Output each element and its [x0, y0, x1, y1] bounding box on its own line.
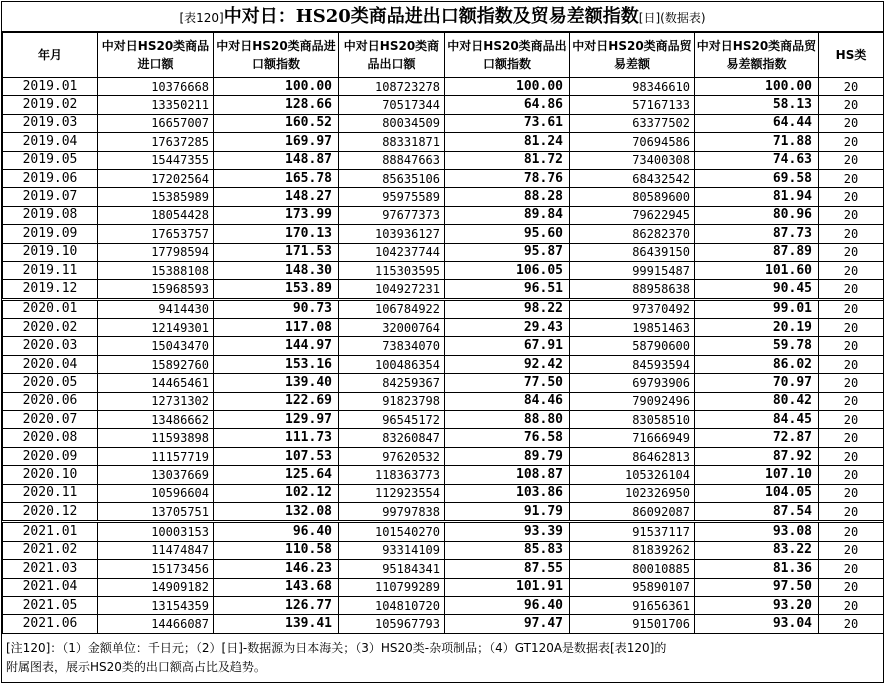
cell-balance-index: 104.05 [695, 484, 819, 502]
cell-month: 2020.07 [3, 411, 98, 429]
cell-import: 15892760 [98, 355, 214, 373]
cell-hs: 20 [819, 429, 884, 447]
cell-month: 2019.12 [3, 280, 98, 299]
cell-balance-index: 58.13 [695, 96, 819, 114]
cell-export-index: 81.24 [445, 133, 570, 151]
cell-month: 2019.02 [3, 96, 98, 114]
cell-export: 95184341 [339, 560, 445, 578]
cell-export: 80034509 [339, 114, 445, 132]
cell-import: 11593898 [98, 429, 214, 447]
cell-hs: 20 [819, 243, 884, 261]
cell-import-index: 153.89 [214, 280, 339, 299]
cell-export-index: 96.51 [445, 280, 570, 299]
cell-import: 12149301 [98, 319, 214, 337]
cell-import: 18054428 [98, 206, 214, 224]
cell-export-index: 67.91 [445, 337, 570, 355]
cell-month: 2020.09 [3, 447, 98, 465]
index-table [2, 32, 884, 634]
cell-import: 16657007 [98, 114, 214, 132]
cell-hs: 20 [819, 133, 884, 151]
cell-export-index: 89.79 [445, 447, 570, 465]
cell-hs: 20 [819, 411, 884, 429]
cell-balance: 86462813 [570, 447, 695, 465]
cell-balance: 63377502 [570, 114, 695, 132]
cell-balance-index: 64.44 [695, 114, 819, 132]
note-line-1: [注120]：（1）金额单位：千日元；（2）[日]-数据源为日本海关；（3）HS20类-杂项制品；（4）GT120A是数据表[表120]的 [6, 641, 667, 655]
cell-import: 13350211 [98, 96, 214, 114]
cell-balance-index: 93.20 [695, 596, 819, 614]
cell-import-index: 139.40 [214, 374, 339, 392]
cell-import: 15447355 [98, 151, 214, 169]
cell-export-index: 98.22 [445, 299, 570, 318]
cell-balance: 19851463 [570, 319, 695, 337]
cell-hs: 20 [819, 522, 884, 541]
cell-export-index: 88.28 [445, 188, 570, 206]
cell-export: 84259367 [339, 374, 445, 392]
cell-export-index: 88.80 [445, 411, 570, 429]
table-row [3, 392, 884, 410]
cell-balance-index: 107.10 [695, 466, 819, 484]
cell-export-index: 103.86 [445, 484, 570, 502]
cell-import: 15043470 [98, 337, 214, 355]
cell-export-index: 29.43 [445, 319, 570, 337]
cell-export: 118363773 [339, 466, 445, 484]
cell-hs: 20 [819, 355, 884, 373]
cell-hs: 20 [819, 578, 884, 596]
cell-month: 2019.11 [3, 261, 98, 279]
cell-export: 83260847 [339, 429, 445, 447]
cell-balance-index: 87.89 [695, 243, 819, 261]
table-row [3, 114, 884, 132]
cell-balance: 83058510 [570, 411, 695, 429]
cell-import: 15968593 [98, 280, 214, 299]
cell-export-index: 91.79 [445, 502, 570, 521]
cell-import-index: 170.13 [214, 225, 339, 243]
cell-export-index: 84.46 [445, 392, 570, 410]
cell-import-index: 144.97 [214, 337, 339, 355]
cell-balance-index: 81.94 [695, 188, 819, 206]
cell-balance: 57167133 [570, 96, 695, 114]
col-header-import-index: 中对日HS20类商品进口额指数 [214, 33, 339, 78]
cell-balance-index: 101.60 [695, 261, 819, 279]
cell-month: 2019.10 [3, 243, 98, 261]
table-row [3, 299, 884, 318]
table-row [3, 206, 884, 224]
table-row [3, 578, 884, 596]
cell-import-index: 128.66 [214, 96, 339, 114]
cell-balance-index: 99.01 [695, 299, 819, 318]
cell-import-index: 126.77 [214, 596, 339, 614]
cell-import-index: 117.08 [214, 319, 339, 337]
cell-balance: 86439150 [570, 243, 695, 261]
cell-month: 2019.08 [3, 206, 98, 224]
col-header-export-index: 中对日HS20类商品出口额指数 [445, 33, 570, 78]
cell-import: 13154359 [98, 596, 214, 614]
cell-import: 17202564 [98, 169, 214, 187]
col-header-balance: 中对日HS20类商品贸易差额 [570, 33, 695, 78]
cell-balance: 73400308 [570, 151, 695, 169]
cell-balance: 81839262 [570, 541, 695, 559]
table-row [3, 243, 884, 261]
cell-hs: 20 [819, 596, 884, 614]
cell-balance: 79622945 [570, 206, 695, 224]
cell-balance: 91656361 [570, 596, 695, 614]
cell-balance-index: 86.02 [695, 355, 819, 373]
cell-export-index: 92.42 [445, 355, 570, 373]
cell-month: 2019.04 [3, 133, 98, 151]
cell-month: 2020.06 [3, 392, 98, 410]
cell-export: 91823798 [339, 392, 445, 410]
table-row [3, 502, 884, 521]
cell-export-index: 93.39 [445, 522, 570, 541]
cell-export: 97620532 [339, 447, 445, 465]
table-row [3, 261, 884, 279]
cell-import: 10003153 [98, 522, 214, 541]
cell-month: 2021.05 [3, 596, 98, 614]
table-row [3, 429, 884, 447]
cell-balance-index: 83.22 [695, 541, 819, 559]
cell-export: 105967793 [339, 615, 445, 633]
cell-import-index: 90.73 [214, 299, 339, 318]
cell-import: 17798594 [98, 243, 214, 261]
cell-balance-index: 87.92 [695, 447, 819, 465]
cell-hs: 20 [819, 188, 884, 206]
cell-balance-index: 100.00 [695, 78, 819, 96]
cell-month: 2020.02 [3, 319, 98, 337]
cell-import: 10596604 [98, 484, 214, 502]
table-row [3, 188, 884, 206]
cell-hs: 20 [819, 615, 884, 633]
cell-import: 15388108 [98, 261, 214, 279]
cell-export: 96545172 [339, 411, 445, 429]
cell-month: 2019.09 [3, 225, 98, 243]
cell-import: 13037669 [98, 466, 214, 484]
cell-hs: 20 [819, 280, 884, 299]
cell-balance: 88958638 [570, 280, 695, 299]
table-row [3, 337, 884, 355]
cell-export-index: 97.47 [445, 615, 570, 633]
cell-balance: 68432542 [570, 169, 695, 187]
cell-balance-index: 80.42 [695, 392, 819, 410]
cell-import: 17637285 [98, 133, 214, 151]
cell-balance: 91537117 [570, 522, 695, 541]
cell-import-index: 107.53 [214, 447, 339, 465]
cell-import-index: 110.58 [214, 541, 339, 559]
col-header-balance-index: 中对日HS20类商品贸易差额指数 [695, 33, 819, 78]
cell-hs: 20 [819, 169, 884, 187]
cell-month: 2019.06 [3, 169, 98, 187]
cell-export-index: 78.76 [445, 169, 570, 187]
cell-balance: 86282370 [570, 225, 695, 243]
cell-hs: 20 [819, 337, 884, 355]
cell-balance: 84593594 [570, 355, 695, 373]
table-row [3, 169, 884, 187]
table-title-main: 中对日：HS20类商品进出口额指数及贸易差额指数 [223, 6, 639, 27]
cell-import-index: 171.53 [214, 243, 339, 261]
cell-balance: 98346610 [570, 78, 695, 96]
cell-hs: 20 [819, 392, 884, 410]
cell-export: 104927231 [339, 280, 445, 299]
col-header-hs: HS类 [819, 33, 884, 78]
cell-hs: 20 [819, 96, 884, 114]
cell-balance: 102326950 [570, 484, 695, 502]
cell-export: 112923554 [339, 484, 445, 502]
cell-export: 85635106 [339, 169, 445, 187]
cell-export: 115303595 [339, 261, 445, 279]
cell-balance: 70694586 [570, 133, 695, 151]
cell-balance-index: 72.87 [695, 429, 819, 447]
cell-month: 2021.02 [3, 541, 98, 559]
cell-export-index: 95.87 [445, 243, 570, 261]
cell-month: 2021.04 [3, 578, 98, 596]
cell-hs: 20 [819, 319, 884, 337]
cell-balance-index: 20.19 [695, 319, 819, 337]
cell-export-index: 81.72 [445, 151, 570, 169]
data-table-frame [1, 1, 884, 683]
cell-month: 2021.01 [3, 522, 98, 541]
cell-export-index: 77.50 [445, 374, 570, 392]
cell-export: 95975589 [339, 188, 445, 206]
table-row [3, 615, 884, 633]
cell-import-index: 153.16 [214, 355, 339, 373]
cell-month: 2019.05 [3, 151, 98, 169]
cell-import-index: 139.41 [214, 615, 339, 633]
cell-import-index: 96.40 [214, 522, 339, 541]
cell-export-index: 100.00 [445, 78, 570, 96]
cell-balance: 71666949 [570, 429, 695, 447]
cell-balance-index: 93.08 [695, 522, 819, 541]
cell-balance: 80010885 [570, 560, 695, 578]
cell-export-index: 76.58 [445, 429, 570, 447]
cell-import-index: 160.52 [214, 114, 339, 132]
cell-export: 88331871 [339, 133, 445, 151]
cell-hs: 20 [819, 484, 884, 502]
cell-month: 2021.06 [3, 615, 98, 633]
cell-export: 104810720 [339, 596, 445, 614]
cell-export: 104237744 [339, 243, 445, 261]
cell-import: 14465461 [98, 374, 214, 392]
table-row [3, 596, 884, 614]
cell-export-index: 89.84 [445, 206, 570, 224]
cell-import-index: 148.30 [214, 261, 339, 279]
table-row [3, 151, 884, 169]
cell-balance: 79092496 [570, 392, 695, 410]
cell-import: 14909182 [98, 578, 214, 596]
cell-export: 103936127 [339, 225, 445, 243]
cell-balance-index: 59.78 [695, 337, 819, 355]
cell-export: 110799289 [339, 578, 445, 596]
table-row [3, 319, 884, 337]
cell-month: 2020.01 [3, 299, 98, 318]
cell-export: 97677373 [339, 206, 445, 224]
data-source-tag: [日] [638, 11, 661, 25]
cell-export: 108723278 [339, 78, 445, 96]
table-row [3, 466, 884, 484]
cell-hs: 20 [819, 560, 884, 578]
table-number: [表120] [179, 11, 224, 25]
cell-balance-index: 87.54 [695, 502, 819, 521]
cell-import: 13486662 [98, 411, 214, 429]
cell-export: 101540270 [339, 522, 445, 541]
cell-balance: 95890107 [570, 578, 695, 596]
cell-import: 17653757 [98, 225, 214, 243]
cell-month: 2019.03 [3, 114, 98, 132]
cell-export: 99797838 [339, 502, 445, 521]
cell-hs: 20 [819, 261, 884, 279]
table-row [3, 280, 884, 299]
cell-balance: 99915487 [570, 261, 695, 279]
cell-hs: 20 [819, 502, 884, 521]
cell-import-index: 111.73 [214, 429, 339, 447]
cell-month: 2020.03 [3, 337, 98, 355]
table-row [3, 411, 884, 429]
cell-balance: 69793906 [570, 374, 695, 392]
cell-import-index: 129.97 [214, 411, 339, 429]
cell-hs: 20 [819, 206, 884, 224]
cell-export-index: 85.83 [445, 541, 570, 559]
cell-export-index: 108.87 [445, 466, 570, 484]
cell-balance: 80589600 [570, 188, 695, 206]
cell-month: 2020.05 [3, 374, 98, 392]
cell-export-index: 73.61 [445, 114, 570, 132]
col-header-import: 中对日HS20类商品进口额 [98, 33, 214, 78]
cell-balance-index: 69.58 [695, 169, 819, 187]
cell-balance-index: 84.45 [695, 411, 819, 429]
table-note [6, 639, 881, 677]
col-header-month: 年月 [3, 33, 98, 78]
cell-import-index: 125.64 [214, 466, 339, 484]
cell-import-index: 165.78 [214, 169, 339, 187]
cell-import-index: 173.99 [214, 206, 339, 224]
cell-import-index: 143.68 [214, 578, 339, 596]
table-title [2, 2, 883, 32]
table-row [3, 447, 884, 465]
table-kind: (数据表) [660, 11, 706, 25]
table-body [3, 78, 884, 634]
cell-import: 10376668 [98, 78, 214, 96]
cell-import-index: 169.97 [214, 133, 339, 151]
cell-export-index: 96.40 [445, 596, 570, 614]
table-row [3, 78, 884, 96]
cell-import: 12731302 [98, 392, 214, 410]
cell-month: 2020.12 [3, 502, 98, 521]
cell-import-index: 148.27 [214, 188, 339, 206]
cell-import: 9414430 [98, 299, 214, 318]
cell-export-index: 95.60 [445, 225, 570, 243]
cell-hs: 20 [819, 151, 884, 169]
cell-hs: 20 [819, 374, 884, 392]
table-row [3, 484, 884, 502]
cell-import-index: 132.08 [214, 502, 339, 521]
cell-import: 14466087 [98, 615, 214, 633]
cell-import-index: 102.12 [214, 484, 339, 502]
cell-export-index: 101.91 [445, 578, 570, 596]
table-row [3, 225, 884, 243]
cell-hs: 20 [819, 225, 884, 243]
cell-month: 2020.10 [3, 466, 98, 484]
cell-import-index: 122.69 [214, 392, 339, 410]
cell-import-index: 146.23 [214, 560, 339, 578]
table-row [3, 355, 884, 373]
cell-balance: 86092087 [570, 502, 695, 521]
cell-hs: 20 [819, 114, 884, 132]
cell-hs: 20 [819, 466, 884, 484]
cell-balance: 58790600 [570, 337, 695, 355]
cell-month: 2020.08 [3, 429, 98, 447]
cell-export-index: 64.86 [445, 96, 570, 114]
cell-balance-index: 93.04 [695, 615, 819, 633]
cell-export: 93314109 [339, 541, 445, 559]
cell-balance-index: 90.45 [695, 280, 819, 299]
cell-balance-index: 71.88 [695, 133, 819, 151]
cell-balance-index: 87.73 [695, 225, 819, 243]
cell-balance: 105326104 [570, 466, 695, 484]
cell-balance-index: 80.96 [695, 206, 819, 224]
cell-import-index: 100.00 [214, 78, 339, 96]
table-row [3, 374, 884, 392]
cell-month: 2020.11 [3, 484, 98, 502]
table-row [3, 522, 884, 541]
cell-month: 2021.03 [3, 560, 98, 578]
cell-export: 106784922 [339, 299, 445, 318]
cell-balance-index: 81.36 [695, 560, 819, 578]
cell-export: 100486354 [339, 355, 445, 373]
table-row [3, 133, 884, 151]
cell-import: 13705751 [98, 502, 214, 521]
cell-month: 2019.07 [3, 188, 98, 206]
cell-import: 11157719 [98, 447, 214, 465]
cell-balance-index: 70.97 [695, 374, 819, 392]
cell-export-index: 106.05 [445, 261, 570, 279]
table-row [3, 560, 884, 578]
cell-export: 32000764 [339, 319, 445, 337]
table-row [3, 541, 884, 559]
table-row [3, 96, 884, 114]
cell-month: 2019.01 [3, 78, 98, 96]
header-row [3, 33, 884, 78]
cell-balance: 91501706 [570, 615, 695, 633]
cell-export: 88847663 [339, 151, 445, 169]
cell-export: 70517344 [339, 96, 445, 114]
cell-balance-index: 74.63 [695, 151, 819, 169]
cell-hs: 20 [819, 541, 884, 559]
cell-month: 2020.04 [3, 355, 98, 373]
cell-hs: 20 [819, 299, 884, 318]
cell-hs: 20 [819, 78, 884, 96]
cell-export: 73834070 [339, 337, 445, 355]
cell-import: 15173456 [98, 560, 214, 578]
cell-hs: 20 [819, 447, 884, 465]
cell-import: 15385989 [98, 188, 214, 206]
note-line-2: 附属图表，展示HS20类的出口额高占比及趋势。 [6, 660, 266, 674]
cell-import: 11474847 [98, 541, 214, 559]
col-header-export: 中对日HS20类商品出口额 [339, 33, 445, 78]
cell-balance-index: 97.50 [695, 578, 819, 596]
cell-export-index: 87.55 [445, 560, 570, 578]
cell-import-index: 148.87 [214, 151, 339, 169]
cell-balance: 97370492 [570, 299, 695, 318]
